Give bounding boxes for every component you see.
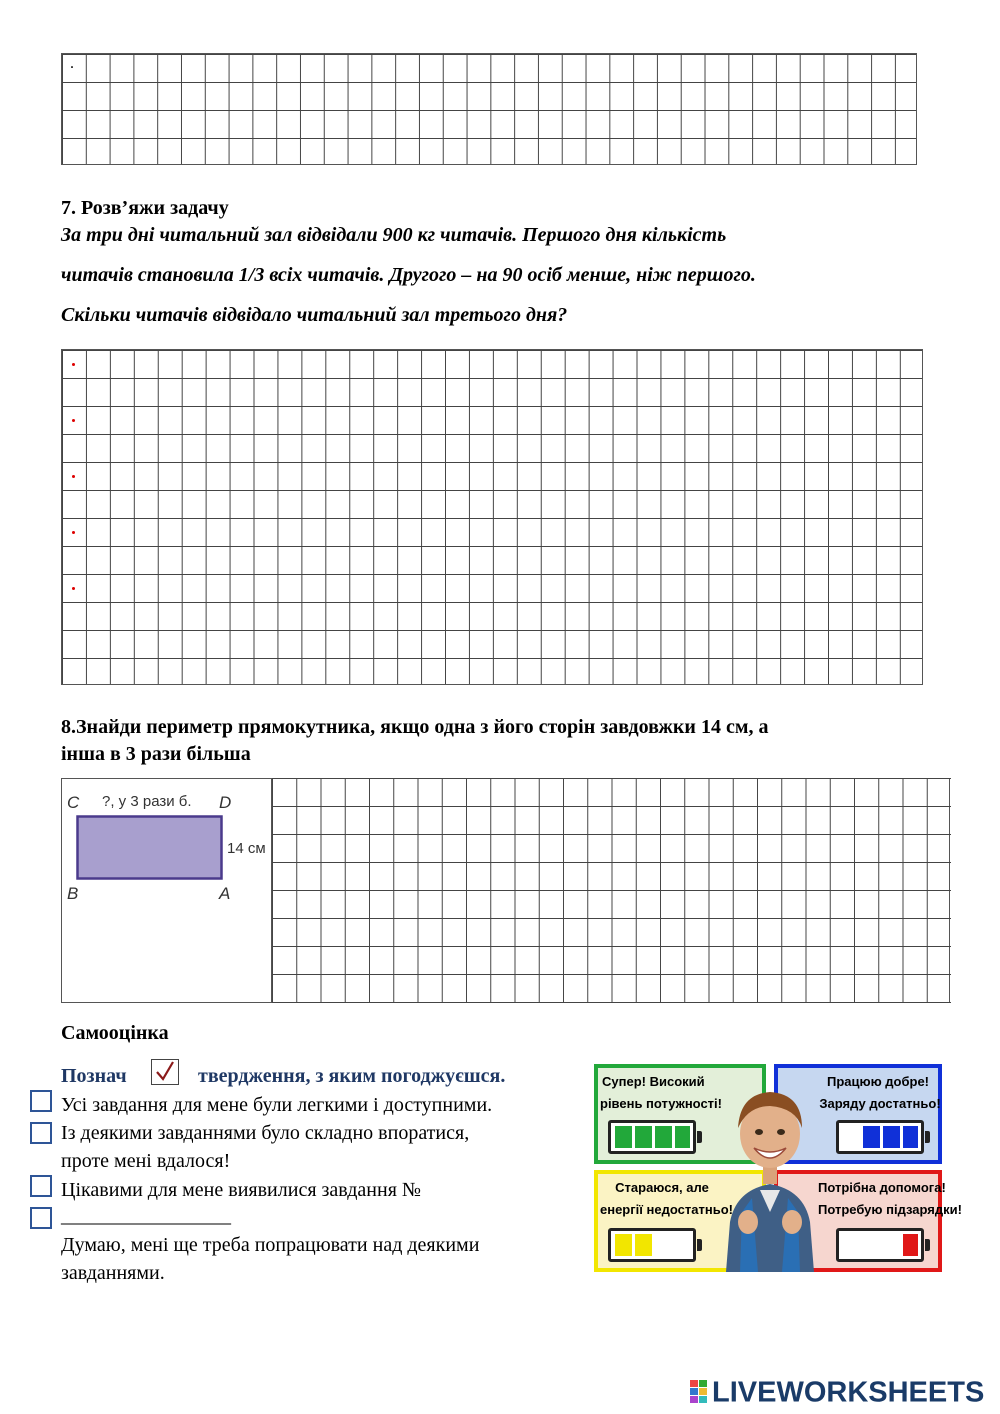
label-c: C bbox=[67, 793, 80, 812]
option-1-text: Усі завдання для мене були легкими і доступними. bbox=[61, 1094, 493, 1116]
label-a: A bbox=[219, 884, 231, 903]
logo-text: LIVEWORKSHEETS bbox=[712, 1376, 985, 1409]
task8-line2: інша в 3 рази більша bbox=[61, 743, 251, 765]
option-4-text-cont: завданнями. bbox=[61, 1262, 165, 1284]
option-3-text: Цікавими для мене виявилися завдання № bbox=[61, 1179, 421, 1201]
answer-grid-task8[interactable] bbox=[271, 778, 951, 1003]
red-dot bbox=[72, 419, 75, 422]
panel-red-line2: Потребую підзарядки! bbox=[818, 1202, 962, 1217]
right-side-label: 14 см bbox=[227, 840, 266, 857]
option-3-blank[interactable]: _________________ bbox=[61, 1205, 231, 1227]
red-dot bbox=[72, 363, 75, 366]
option-2-text: Із деякими завданнями було складно впоратися, bbox=[61, 1122, 470, 1144]
task7-title: 7. Розв’яжи задачу bbox=[61, 197, 229, 219]
task7-line1: За три дні читальний зал відвідали 900 кг читачів. Першого дня кількість bbox=[61, 224, 727, 246]
red-dot bbox=[72, 475, 75, 478]
top-side-label: ?, у 3 рази б. bbox=[102, 793, 192, 810]
battery-green-icon bbox=[608, 1120, 696, 1154]
sample-checkbox bbox=[151, 1059, 179, 1085]
checkbox-option-4[interactable] bbox=[30, 1207, 52, 1229]
battery-blue-icon bbox=[836, 1120, 924, 1154]
panel-green-line2: рівень потужності! bbox=[600, 1096, 722, 1111]
label-d: D bbox=[219, 793, 232, 812]
panel-blue-line2: Заряду достатньо! bbox=[819, 1096, 941, 1111]
task7-line3: Скільки читачів відвідало читальний зал третього дня? bbox=[61, 304, 568, 326]
battery-yellow-icon bbox=[608, 1228, 696, 1262]
task7-line2: читачів становила 1/3 всіх читачів. Другого – на 90 осіб менше, ніж першого. bbox=[61, 264, 756, 286]
panel-yellow-line1: Стараюся, але bbox=[615, 1180, 709, 1195]
boy-illustration bbox=[718, 1072, 822, 1272]
red-dot bbox=[72, 531, 75, 534]
option-2-text-cont: проте мені вдалося! bbox=[61, 1150, 231, 1172]
panel-blue-line1: Працюю добре! bbox=[826, 1074, 930, 1089]
grid-dot-text: . bbox=[70, 55, 74, 72]
logo-blocks-icon bbox=[690, 1380, 708, 1404]
liveworksheets-logo[interactable] bbox=[690, 1374, 984, 1408]
checkmark-icon bbox=[152, 1060, 178, 1084]
answer-grid-task7[interactable] bbox=[61, 349, 923, 685]
checkbox-option-2[interactable] bbox=[30, 1122, 52, 1144]
instruction-after: твердження, з яким погоджуєшся. bbox=[198, 1065, 506, 1087]
battery-red-icon bbox=[836, 1228, 924, 1262]
instruction-before: Познач bbox=[61, 1065, 127, 1087]
panel-red-line1: Потрібна допомога! bbox=[818, 1180, 946, 1195]
panel-green-line1: Супер! Високий bbox=[602, 1074, 705, 1089]
checkbox-option-3[interactable] bbox=[30, 1175, 52, 1197]
task8-box bbox=[61, 778, 950, 1003]
checkbox-option-1[interactable] bbox=[30, 1090, 52, 1112]
panel-yellow-line2: енергії недостатньо! bbox=[600, 1202, 733, 1217]
rectangle-shape bbox=[76, 815, 224, 881]
task8-line1: 8.Знайди периметр прямокутника, якщо одна з його сторін завдовжки 14 см, а bbox=[61, 716, 769, 738]
answer-grid-top[interactable] bbox=[61, 53, 917, 165]
self-assessment-title: Самооцінка bbox=[61, 1022, 169, 1044]
red-dot bbox=[72, 587, 75, 590]
label-b: B bbox=[67, 884, 79, 903]
option-4-text: Думаю, мені ще треба попрацювати над деякими bbox=[61, 1234, 480, 1256]
